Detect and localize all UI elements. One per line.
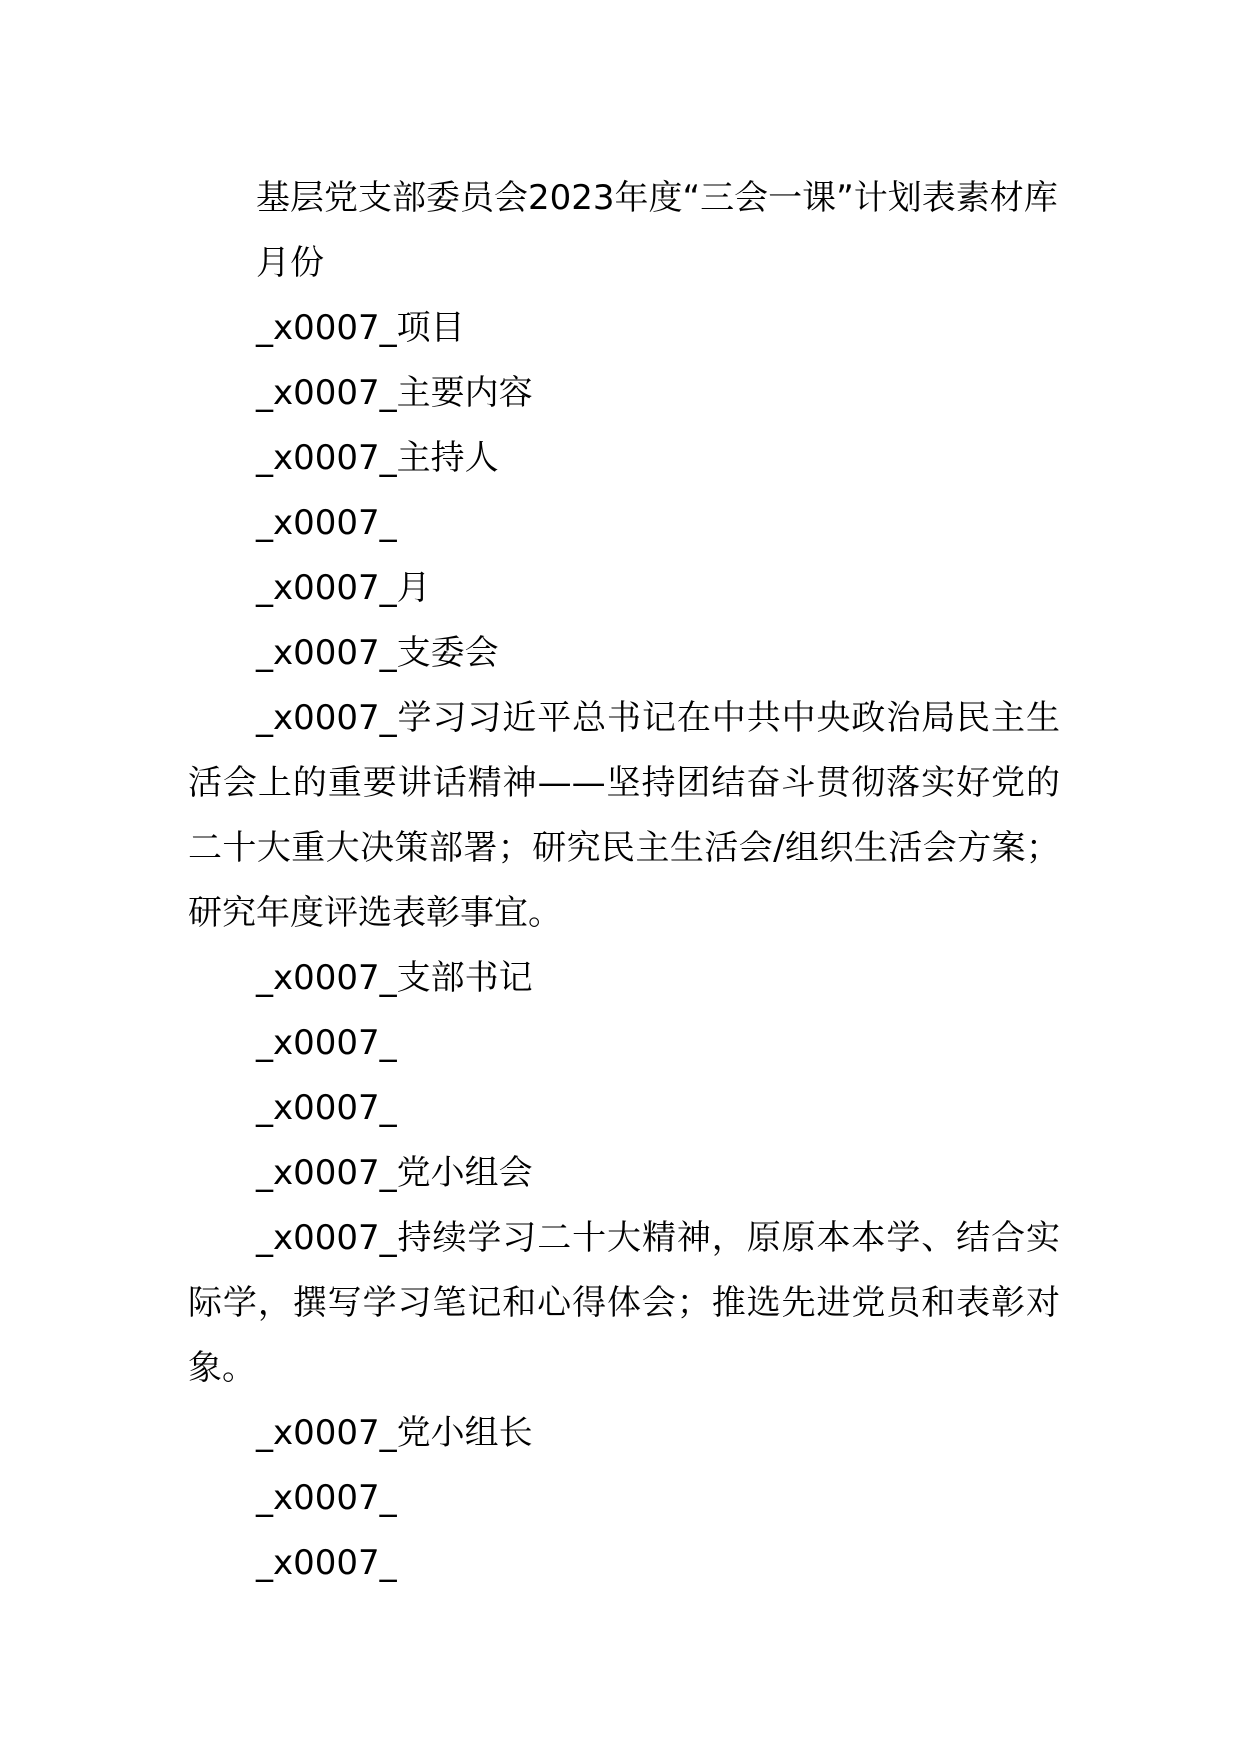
paragraph-empty-marker: _x0007_ — [256, 1478, 397, 1518]
paragraph-content-header: _x0007_主要内容 — [256, 373, 533, 413]
paragraph-empty-marker: _x0007_ — [256, 1088, 397, 1128]
paragraph-branch-secretary: _x0007_支部书记 — [256, 958, 533, 998]
paragraph-item-header: _x0007_项目 — [256, 308, 465, 348]
document-title: 基层党支部委员会2023年度“三会一课”计划表素材库 — [256, 178, 1058, 218]
paragraph-committee-content: _x0007_学习习近平总书记在中共中央政治局民主生活会上的重要讲话精神——坚持团结奋斗贯彻落实好党的二十大重大决策部署；研究民主生活会/组织生活会方案；研究年度评选表彰事宜。 — [188, 698, 1060, 933]
paragraph-group-meeting: _x0007_党小组会 — [256, 1153, 533, 1193]
paragraph-empty-marker: _x0007_ — [256, 503, 397, 543]
paragraph-month: _x0007_月 — [256, 568, 431, 608]
paragraph-empty-marker: _x0007_ — [256, 1543, 397, 1583]
paragraph-group-content: _x0007_持续学习二十大精神，原原本本学、结合实际学，撰写学习笔记和心得体会；推选先进党员和表彰对象。 — [188, 1218, 1060, 1388]
paragraph-month-header: 月份 — [256, 243, 324, 283]
paragraph-group-leader: _x0007_党小组长 — [256, 1413, 533, 1453]
document-body — [188, 166, 1060, 1596]
paragraph-host-header: _x0007_主持人 — [256, 438, 499, 478]
paragraph-empty-marker: _x0007_ — [256, 1023, 397, 1063]
paragraph-branch-committee: _x0007_支委会 — [256, 633, 499, 673]
